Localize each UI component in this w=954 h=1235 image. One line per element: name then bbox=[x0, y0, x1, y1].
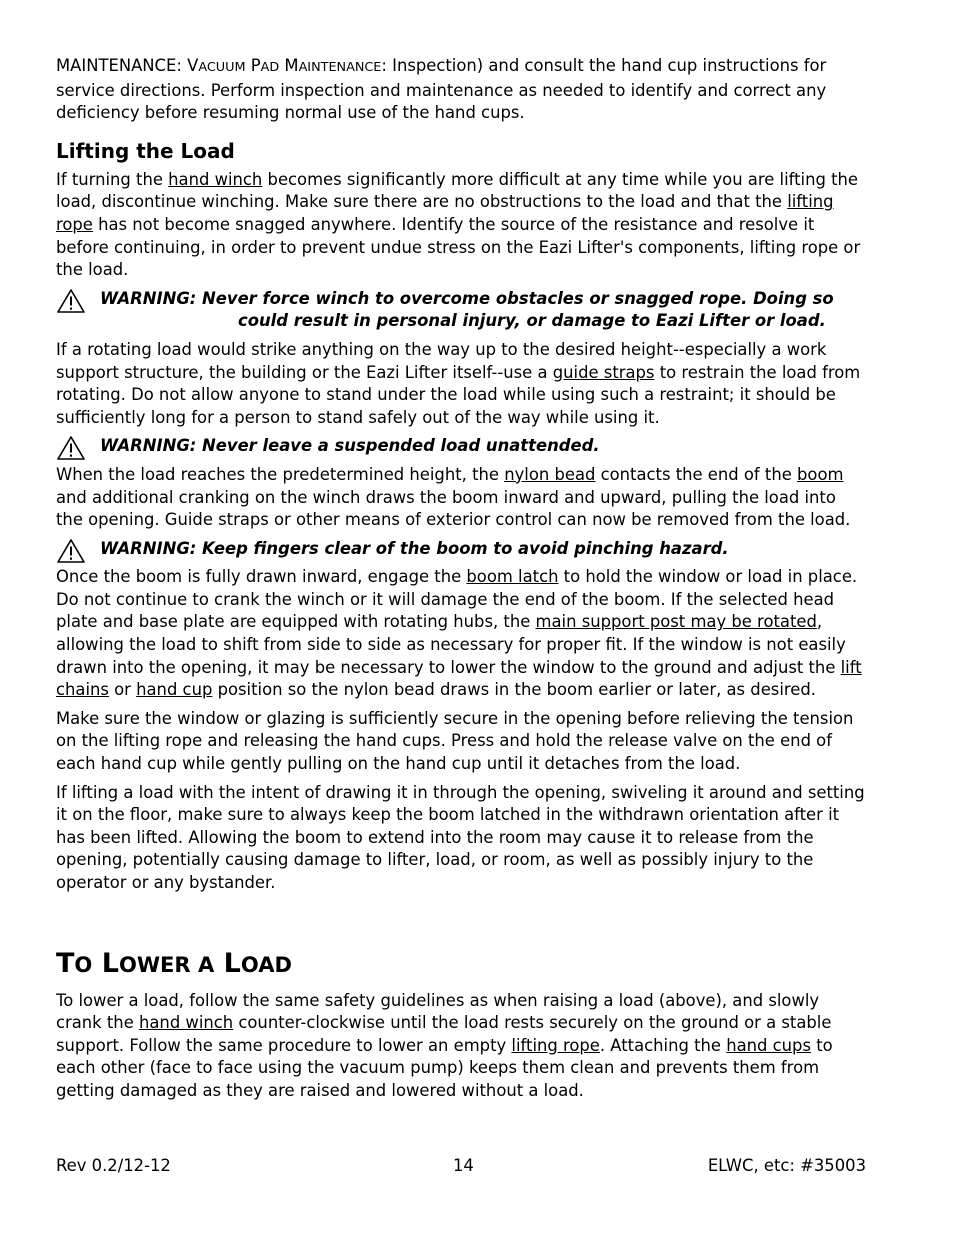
lifting-paragraph-2: If a rotating load would strike anything on the way up to the desired height--especially a work support structure, the building or the Eazi Lifter itself--use a guide straps to restrain the load from rotating. Do not allow anyone to stand under the load while using such a restraint; it should be sufficiently long for a person to stand safely out of the way while using it. bbox=[56, 339, 861, 427]
hand-winch-link[interactable]: hand winch bbox=[139, 1013, 234, 1033]
warning-triangle-icon bbox=[56, 435, 86, 461]
guide-straps-link[interactable]: guide straps bbox=[552, 362, 655, 382]
document-page bbox=[56, 55, 866, 1109]
lifting-paragraph-5: Make sure the window or glazing is sufficiently secure in the opening before relieving the tension on the lifting rope and releasing the hand cups. Press and hold the release valve on the end of each hand cup while gently pulling on the hand cup until it detaches from the load. bbox=[56, 708, 854, 774]
hand-cups-link[interactable]: hand cups bbox=[726, 1035, 811, 1055]
warning-pinching: WARNING: Keep fingers clear of the boom to avoid pinching hazard. bbox=[56, 538, 866, 561]
boom-latch-link[interactable]: boom latch bbox=[466, 567, 559, 587]
lower-load-heading: TO LOWER A LOAD bbox=[56, 947, 292, 979]
lifting-paragraph-4: Once the boom is fully drawn inward, engage the boom latch to hold the window or load in place. Do not continue to crank the winch or it will damage the end of the boom. If the selected head plate and base plate are equipped with rotating hubs, the main support post may be rotated, allowing the load to shift from side to side as necessary for proper fit. If the window is not easily drawn into the opening, it may be necessary to lower the window to the ground and adjust the lift chains or hand cup position so the nylon bead draws in the boom earlier or later, as desired. bbox=[56, 567, 862, 700]
hand-cup-link[interactable]: hand cup bbox=[136, 680, 213, 700]
warning-suspended-load: WARNING: Never leave a suspended load unattended. bbox=[56, 435, 866, 458]
nylon-bead-link[interactable]: nylon bead bbox=[504, 464, 596, 484]
lower-paragraph-1: To lower a load, follow the same safety guidelines as when raising a load (above), and slowly crank the hand winch counter-clockwise until the load rests securely on the ground or a stable support. Follow the same procedure to lower an empty lifting rope. Attaching the hand cups to each other (face to face using the vacuum pump) keeps them clean and prevents them from getting damaged as they are raised and lowered without a load. bbox=[56, 990, 833, 1100]
hand-winch-link[interactable]: hand winch bbox=[168, 169, 263, 189]
lift-chains-link[interactable]: lift chains bbox=[56, 657, 862, 700]
warning-triangle-icon bbox=[56, 538, 86, 564]
boom-link[interactable]: boom bbox=[797, 464, 844, 484]
lifting-rope-link[interactable]: lifting rope bbox=[56, 192, 834, 234]
page-number: 14 bbox=[453, 1156, 474, 1175]
revision-label: Rev 0.2/12-12 bbox=[56, 1156, 171, 1175]
lifting-paragraph-3: When the load reaches the predetermined height, the nylon bead contacts the end of the boom and additional cranking on the winch draws the boom inward and upward, pulling the load into the opening. Guide straps or other means of exterior control can now be removed from the load. bbox=[56, 464, 851, 530]
document-id: ELWC, etc: #35003 bbox=[707, 1156, 866, 1175]
lifting-paragraph-1: If turning the hand winch becomes significantly more difficult at any time while you are lifting the load, discontinue winching. Make sure there are no obstructions to the load and that the lifting rope has not become snagged anywhere. Identify the source of the resistance and resolve it before continuing, in order to prevent undue stress on the Eazi Lifter's components, lifting rope or the load. bbox=[56, 169, 861, 280]
main-support-post-link[interactable]: main support post may be rotated bbox=[535, 612, 817, 632]
lifting-paragraph-6: If lifting a load with the intent of drawing it in through the opening, swiveling it around and setting it on the floor, make sure to always keep the boom latched in the withdrawn orientation after it has been lifted. Allowing the boom to extend into the room may cause it to release from the opening, potentially causing damage to lifter, load, or room, as well as possibly injury to the operator or any bystander. bbox=[56, 782, 865, 892]
maintenance-paragraph: MAINTENANCE: VACUUM PAD MAINTENANCE: Inspection) and consult the hand cup instructions for service directions. Perform inspection and maintenance as needed to identify and correct any deficiency before resuming normal use of the hand cups. bbox=[56, 56, 827, 123]
lifting-heading: Lifting the Load bbox=[56, 138, 235, 163]
lifting-rope-link[interactable]: lifting rope bbox=[511, 1035, 600, 1055]
warning-triangle-icon bbox=[56, 288, 86, 314]
warning-force-winch: WARNING: Never force winch to overcome obstacles or snagged rope. Doing so could result in personal injury, or damage to Eazi Lifter or load. bbox=[56, 288, 866, 333]
